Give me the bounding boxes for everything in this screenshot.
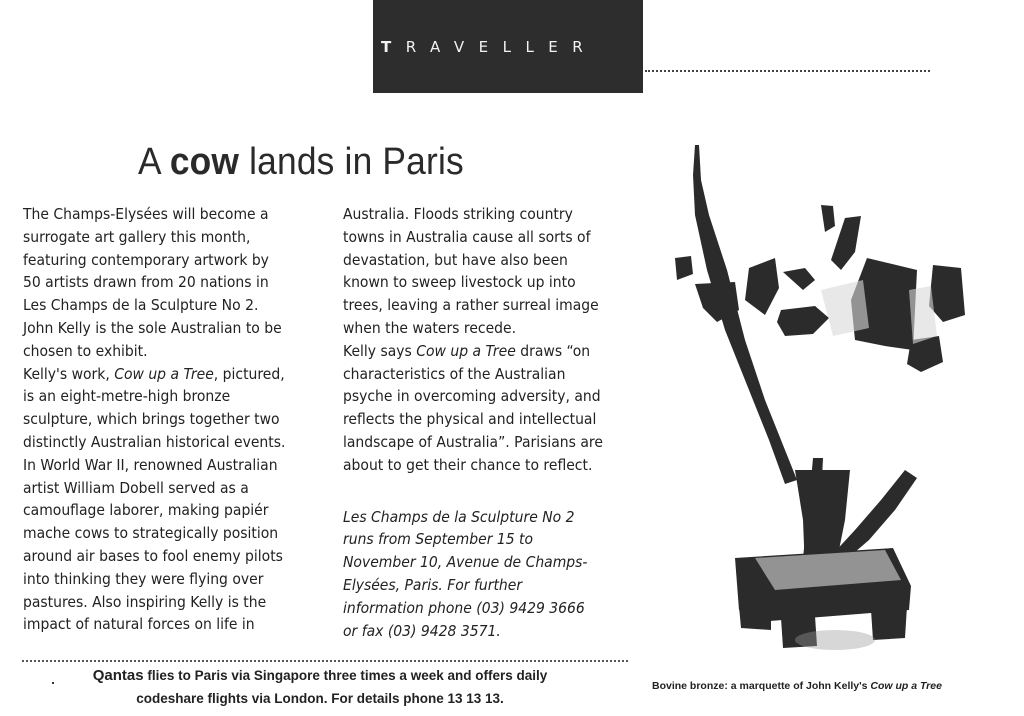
body-line: artist William Dobell served as a (23, 478, 249, 497)
body-line: Australia. Floods striking country (343, 205, 573, 223)
footer-text: flies to Paris via Singapore three times a week and offers daily (143, 668, 548, 683)
sculpture-photo (645, 140, 975, 665)
body-line (343, 340, 641, 363)
footer-travel-note (40, 664, 600, 710)
info-line: or fax (03) 9428 3571. (343, 621, 501, 640)
airline-brand: Qantas (92, 667, 144, 684)
headline-prefix: A (138, 141, 170, 183)
body-line: pastures. Also inspiring Kelly is the (23, 592, 267, 611)
body-line: camouflage laborer, making papiér (23, 501, 269, 520)
headline (138, 141, 464, 184)
body-line: The Champs-Elysées will become a (23, 205, 269, 223)
body-line: around air bases to fool enemy pilots (23, 546, 283, 565)
body-line: trees, leaving a rather surreal image (343, 296, 599, 315)
artwork-title: Cow up a Tree (114, 364, 214, 383)
body-line: John Kelly is the sole Australian to be (23, 318, 282, 337)
body-line: psyche in overcoming adversity, and (343, 387, 601, 406)
body-line: into thinking they were flying over (23, 569, 264, 588)
headline-suffix: lands in Paris (239, 141, 464, 183)
header-dotted-rule (645, 70, 930, 72)
body-line: chosen to exhibit. (23, 341, 148, 360)
body-line: surrogate art gallery this month, (23, 227, 251, 246)
info-line: Elysées, Paris. For further (343, 575, 523, 594)
body-line: when the waters recede. (343, 318, 517, 337)
body-line: characteristics of the Australian (343, 364, 566, 383)
caption-text: Bovine bronze: a marquette of John Kelly's (652, 680, 871, 692)
body-line: mache cows to strategically position (23, 524, 279, 543)
body-line: about to get their chance to reflect. (343, 455, 593, 474)
footer-line-1 (40, 664, 600, 687)
body-line: distinctly Australian historical events. (23, 432, 286, 451)
text-span: Kelly's work, (23, 364, 115, 383)
text-span: draws “on (515, 341, 591, 360)
body-line (23, 363, 330, 386)
footer-line-2: codeshare flights via London. For details phone 13 13 13. (136, 691, 504, 706)
article-column-1 (23, 203, 330, 636)
text-span: Kelly says (343, 341, 417, 360)
info-line: Les Champs de la Sculpture No 2 (343, 507, 575, 526)
caption-artwork-title: Cow up a Tree (870, 680, 942, 692)
body-line: reflects the physical and intellectual (343, 410, 597, 429)
photo-caption (652, 680, 942, 692)
info-line: information phone (03) 9429 3666 (343, 598, 585, 617)
body-line: impact of natural forces on life in (23, 615, 255, 634)
info-line: November 10, Avenue de Champs- (343, 553, 588, 572)
text-span: , pictured, (213, 364, 285, 383)
body-line: known to sweep livestock up into (343, 273, 576, 292)
artwork-title: Cow up a Tree (416, 341, 516, 360)
body-line: sculpture, which brings together two (23, 410, 280, 429)
body-line: landscape of Australia”. Parisians are (343, 432, 603, 451)
body-line: featuring contemporary artwork by (23, 250, 269, 269)
body-line: In World War II, renowned Australian (23, 455, 278, 474)
body-line: is an eight-metre-high bronze (23, 387, 231, 406)
body-line: 50 artists drawn from 20 nations in (23, 273, 269, 292)
event-info (343, 506, 641, 643)
info-line: runs from September 15 to (343, 530, 534, 549)
headline-bold-word: cow (169, 141, 240, 183)
footer-dotted-rule (22, 660, 628, 662)
body-line: Les Champs de la Sculpture No 2. (23, 296, 259, 315)
section-header-box (373, 0, 643, 93)
article-column-2 (343, 203, 641, 642)
section-label: TRAVELLER (381, 38, 598, 56)
body-line: towns in Australia cause all sorts of (343, 227, 591, 246)
body-line: devastation, but have also been (343, 250, 568, 269)
